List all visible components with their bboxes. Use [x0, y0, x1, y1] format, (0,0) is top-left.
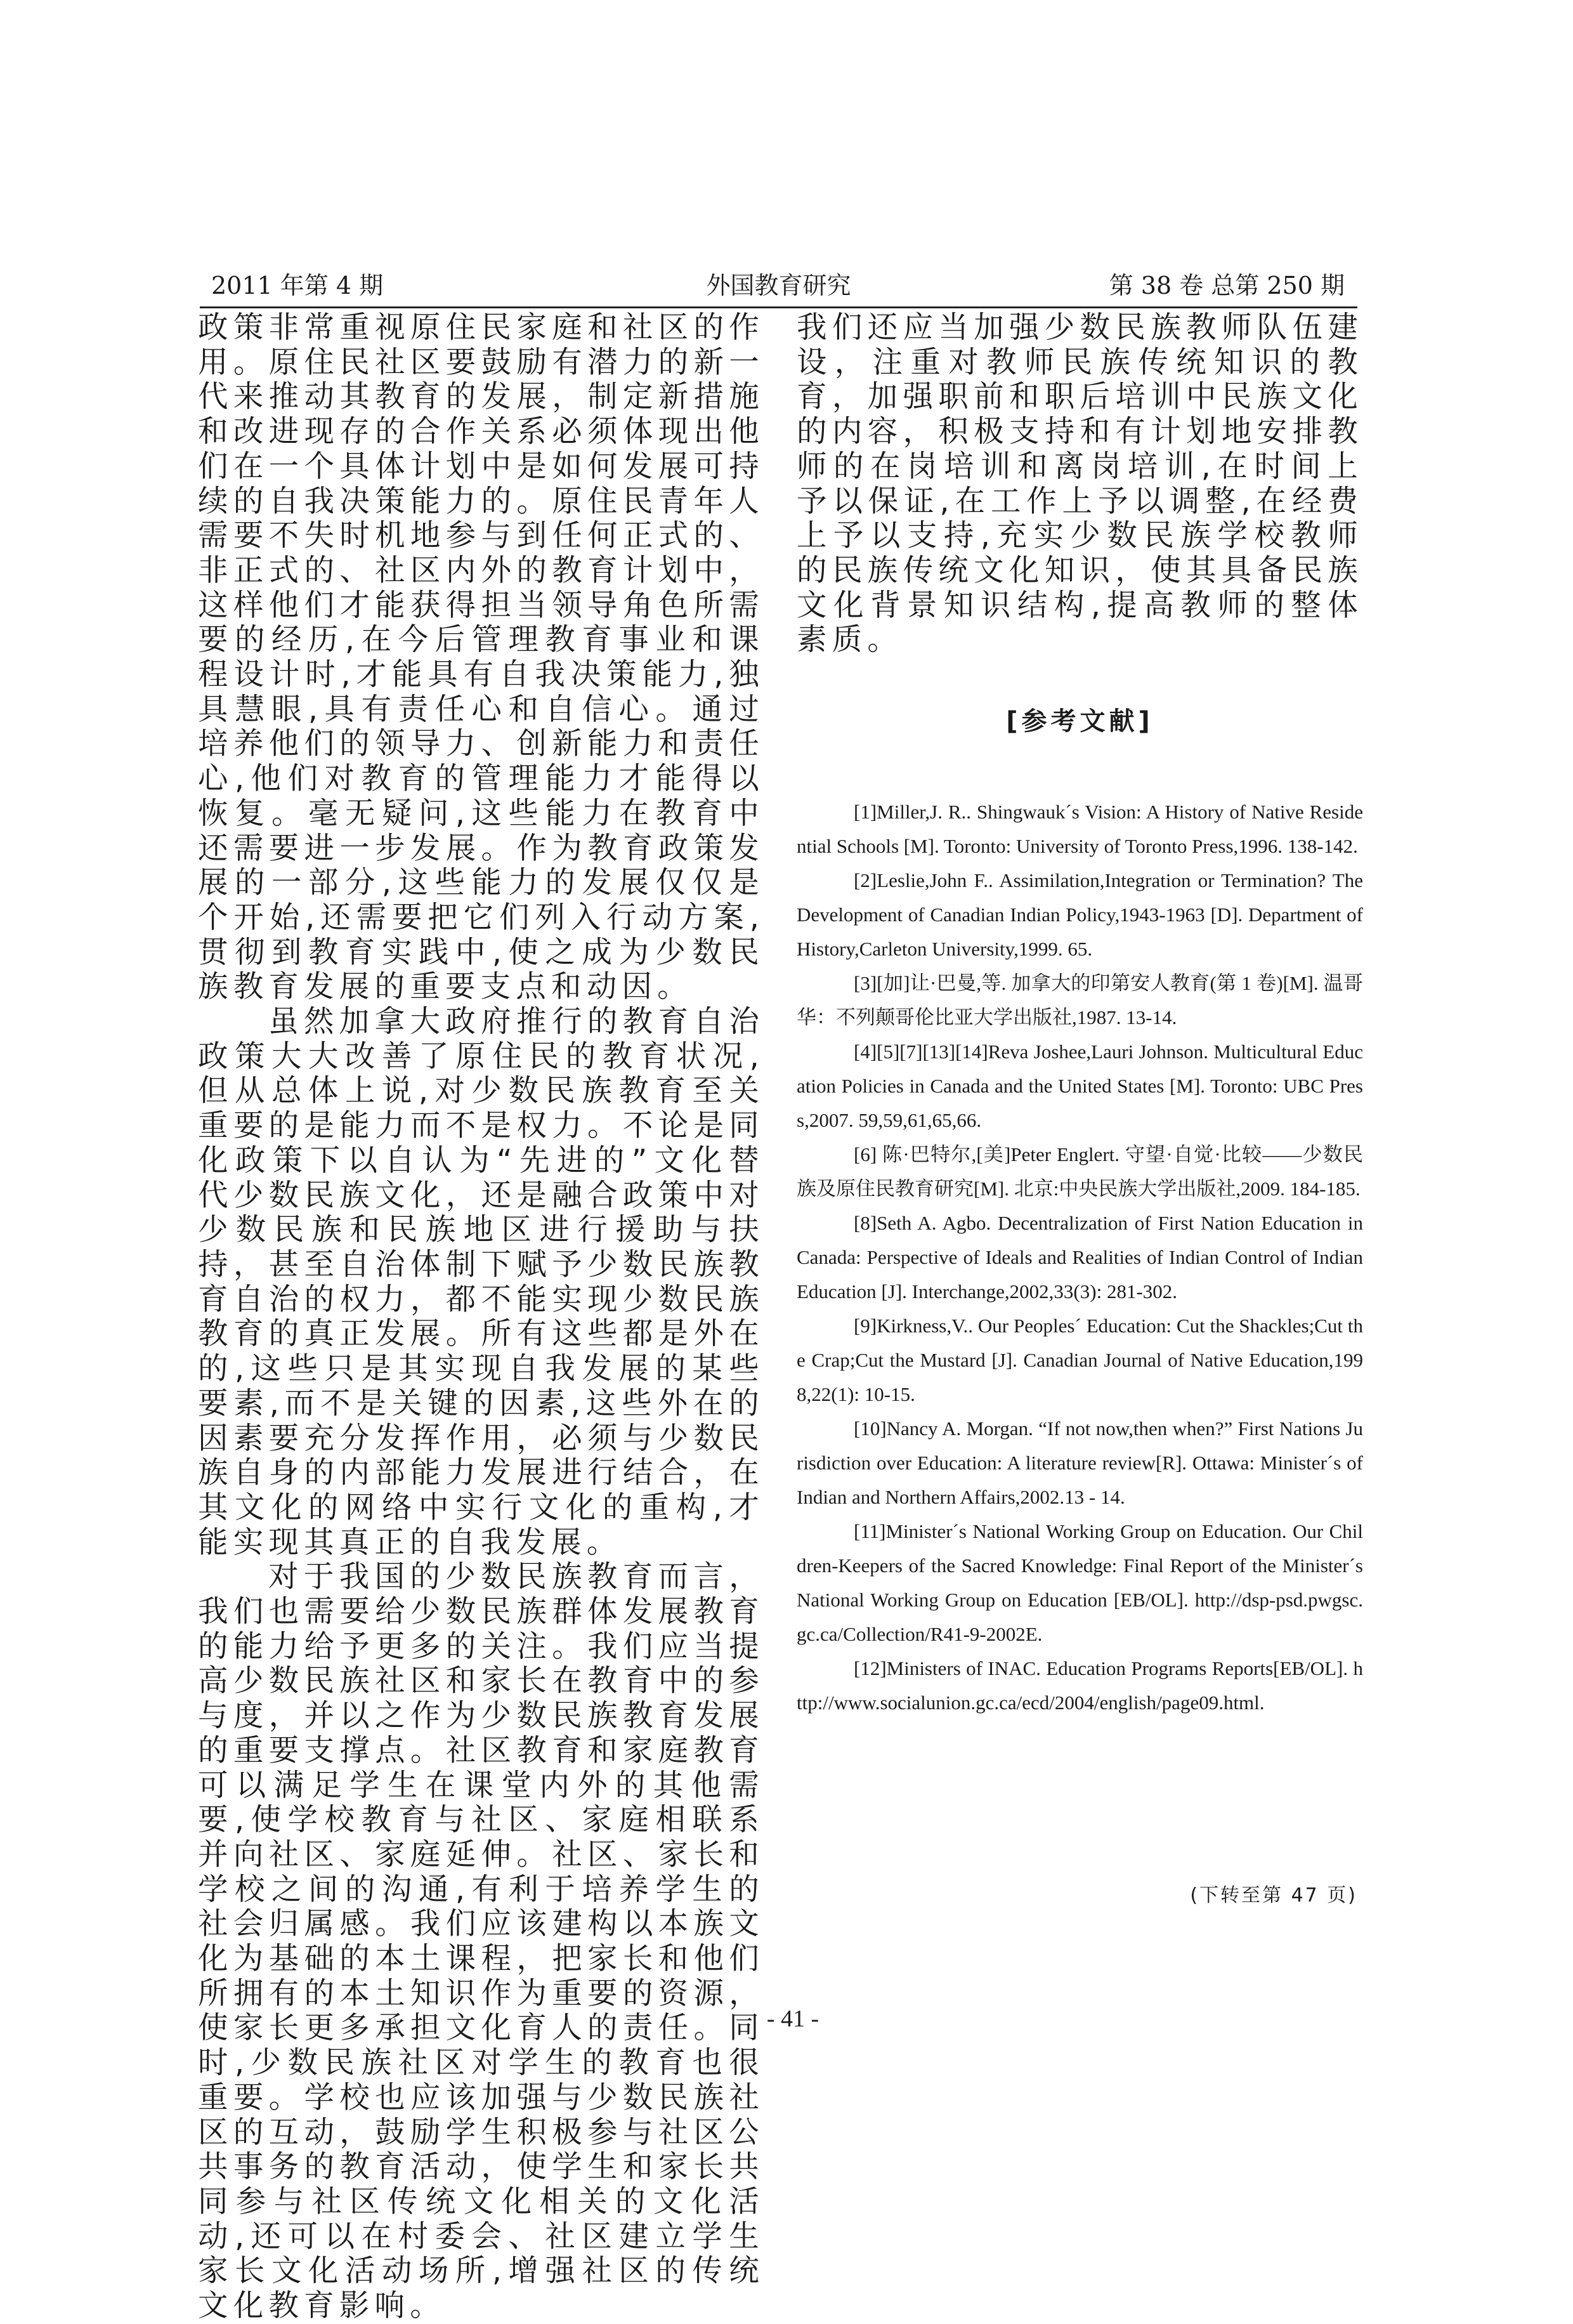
reference-item: [3][加]让·巴曼,等. 加拿大的印第安人教育(第 1 卷)[M]. 温哥华：不列颠哥伦比亚大学出版社,1987. 13-14.: [797, 972, 1363, 1029]
reference-item: [8]Seth A. Agbo. Decentralization of First Nation Education in Canada: Perspective of Ideals and Realities of Indian Control of Indian Education [J]. Interchange,2002,33(3): 281-302.: [797, 1212, 1363, 1303]
reference-item: [12]Ministers of INAC. Education Programs Reports[EB/OL]. http://www.socialunion.gc.ca/ecd/2004/english/page09.html.: [797, 1657, 1363, 1714]
volume-label: 第 38 卷 总第 250 期: [1109, 272, 1345, 299]
reference-item: [6] 陈·巴特尔,[美]Peter Englert. 守望·自觉·比较——少数民族及原住民教育研究[M]. 北京:中央民族大学出版社,2009. 184-185.: [797, 1143, 1363, 1200]
reference-item: [1]Miller,J. R.. Shingwauk´s Vision: A History of Native Residential Schools [M]. Toronto: University of Toronto Press,1996. 138-142.: [797, 801, 1363, 858]
reference-list: [797, 795, 1363, 1720]
right-column: [797, 311, 1363, 1720]
running-header: [200, 270, 1357, 308]
body-paragraph: 对于我国的少数民族教育而言，我们也需要给少数民族群体发展教育的能力给予更多的关注。我们应当提高少数民族社区和家长在教育中的参与度，并以之作为少数民族教育发展的重要支撑点。社区教育和家庭教育可以满足学生在课堂内外的其他需要,使学校教育与社区、家庭相联系并向社区、家庭延伸。社区、家长和学校之间的沟通,有利于培养学生的社会归属感。我们应该建构以本族文化为基础的本土课程，把家长和他们所拥有的本土知识作为重要的资源，使家长更多承担文化育人的责任。同时,少数民族社区对学生的教育也很重要。学校也应该加强与少数民族社区的互动，鼓励学生积极参与社区公共事务的教育活动，使学生和家长共同参与社区传统文化相关的文化活动,还可以在村委会、社区建立学生家长文化活动场所,增强社区的传统文化教育影响。: [198, 1559, 764, 2324]
body-paragraph: 政策非常重视原住民家庭和社区的作用。原住民社区要鼓励有潜力的新一代来推动其教育的发展，制定新措施和改进现存的合作关系必须体现出他们在一个具体计划中是如何发展可持续的自我决策能力的。原住民青年人需要不失时机地参与到任何正式的、非正式的、社区内外的教育计划中，这样他们才能获得担当领导角色所需要的经历,在今后管理教育事业和课程设计时,才能具有自我决策能力,独具慧眼,具有责任心和自信心。通过培养他们的领导力、创新能力和责任心,他们对教育的管理能力才能得以恢复。毫无疑问,这些能力在教育中还需要进一步发展。作为教育政策发展的一部分,这些能力的发展仅仅是个开始,还需要把它们列入行动方案,贯彻到教育实践中,使之成为少数民族教育发展的重要支点和动因。: [198, 310, 764, 1005]
continued-note: (下转至第 47 页): [1190, 1884, 1357, 1907]
reference-item: [11]Minister´s National Working Group on Education. Our Children-Keepers of the Sacred Knowledge: Final Report of the Minister´s National Working Group on Education [EB/OL]. http://dsp-psd.pwgsc.gc.ca/Collection/R41-9-2002E.: [797, 1520, 1363, 1646]
issue-label: 2011 年第 4 期: [211, 272, 384, 299]
reference-item: [9]Kirkness,V.. Our Peoples´ Education: Cut the Shackles;Cut the Crap;Cut the Mustard [J]. Canadian Journal of Native Education,1998,22(1): 10-15.: [797, 1315, 1363, 1406]
page-number: - 41 -: [766, 2006, 819, 2032]
journal-title: 外国教育研究: [706, 272, 851, 299]
left-column: [198, 311, 764, 2324]
body-paragraph: 我们还应当加强少数民族教师队伍建设，注重对教师民族传统知识的教育，加强职前和职后培训中民族文化的内容，积极支持和有计划地安排教师的在岗培训和离岗培训,在时间上予以保证,在工作上予以调整,在经费上予以支持,充实少数民族学校教师的民族传统文化知识，使其具备民族文化背景知识结构,提高教师的整体素质。: [797, 310, 1363, 658]
body-paragraph: 虽然加拿大政府推行的教育自治政策大大改善了原住民的教育状况,但从总体上说,对少数民族教育至关重要的是能力而不是权力。不论是同化政策下以自认为“先进的”文化替代少数民族文化，还是融合政策中对少数民族和民族地区进行援助与扶持，甚至自治体制下赋予少数民族教育自治的权力，都不能实现少数民族教育的真正发展。所有这些都是外在的,这些只是其实现自我发展的某些要素,而不是关键的因素,这些外在的因素要充分发挥作用，必须与少数民族自身的内部能力发展进行结合，在其文化的网络中实行文化的重构,才能实现其真正的自我发展。: [198, 1004, 764, 1560]
reference-item: [2]Leslie,John F.. Assimilation,Integration or Termination? The Development of Canadian Indian Policy,1943-1963 [D]. Department of History,Carleton University,1999. 65.: [797, 869, 1363, 961]
references-heading: [参考文献]: [1006, 707, 1154, 737]
reference-item: [4][5][7][13][14]Reva Joshee,Lauri Johnson. Multicultural Education Policies in Canada and the United States [M]. Toronto: UBC Press,2007. 59,59,61,65,66.: [797, 1041, 1363, 1132]
reference-item: [10]Nancy A. Morgan. “If not now,then when?” First Nations Jurisdiction over Education: A literature review[R]. Ottawa: Minister´s of Indian and Northern Affairs,2002.13 - 14.: [797, 1417, 1363, 1509]
